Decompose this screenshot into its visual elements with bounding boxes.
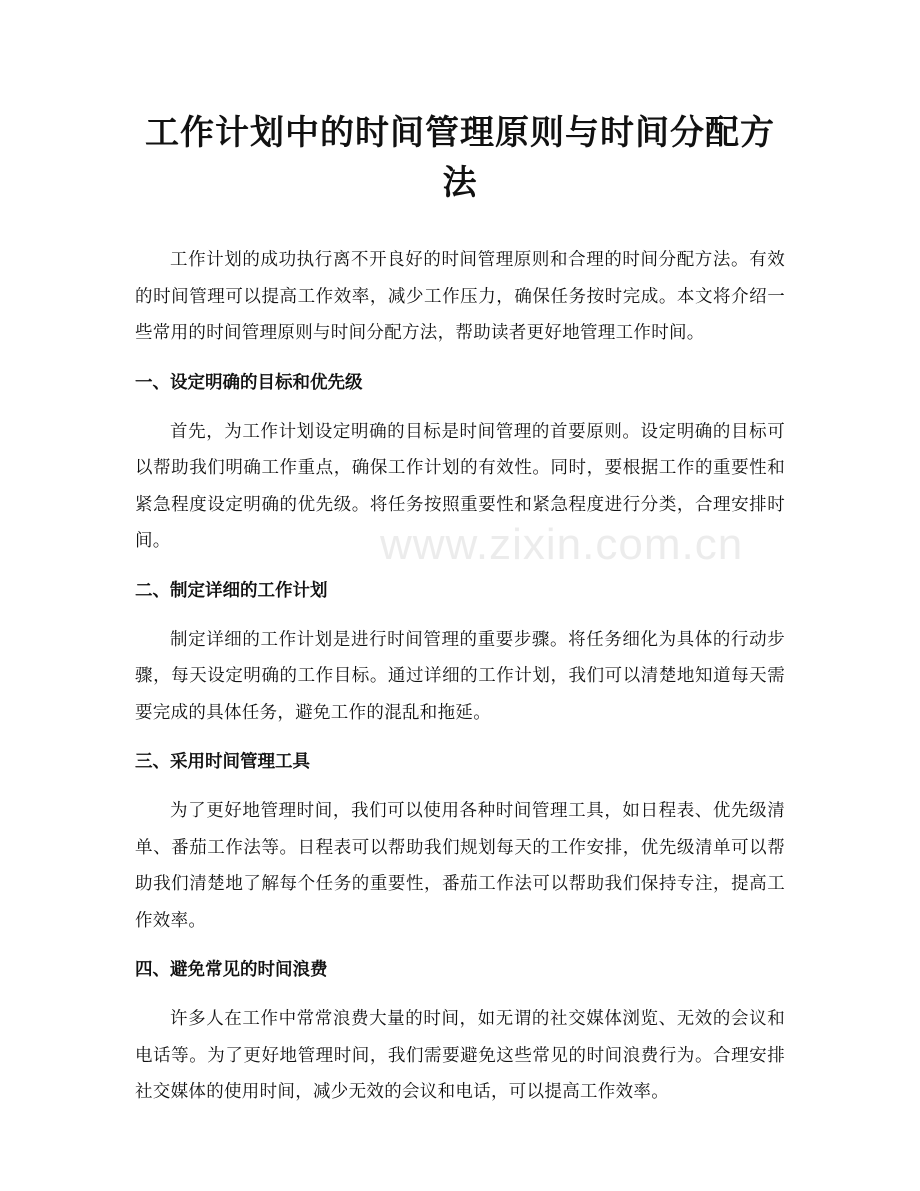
document-title: 工作计划中的时间管理原则与时间分配方法 bbox=[145, 113, 775, 203]
section-body: 为了更好地管理时间，我们可以使用各种时间管理工具，如日程表、优先级清单、番茄工作法等。日程表可以帮助我们规划每天的工作安排，优先级清单可以帮助我们清楚地了解每个任务的重要性，番茄工作法可以帮助我们保持专注，提高工作效率。 bbox=[135, 801, 785, 931]
section-body: 首先，为工作计划设定明确的目标是时间管理的首要原则。设定明确的目标可以帮助我们明确工作重点，确保工作计划的有效性。同时，要根据工作的重要性和紧急程度设定明确的优先级。将任务按照重要性和紧急程度进行分类，合理安排时间。 bbox=[135, 421, 785, 551]
watermark: www.zixin.com.cn bbox=[380, 520, 744, 569]
section-heading: 三、采用时间管理工具 bbox=[135, 752, 310, 772]
intro-paragraph: 工作计划的成功执行离不开良好的时间管理原则和合理的时间分配方法。有效的时间管理可以提高工作效率，减少工作压力，确保任务按时完成。本文将介绍一些常用的时间管理原则与时间分配方法，帮助读者更好地管理工作时间。 bbox=[135, 250, 785, 343]
document-page bbox=[135, 108, 785, 1111]
section-heading: 四、避免常见的时间浪费 bbox=[135, 960, 328, 980]
section-body: 许多人在工作中常常浪费大量的时间，如无谓的社交媒体浏览、无效的会议和电话等。为了更好地管理时间，我们需要避免这些常见的时间浪费行为。合理安排社交媒体的使用时间，减少无效的会议和电话，可以提高工作效率。 bbox=[135, 1009, 785, 1102]
section-heading: 一、设定明确的目标和优先级 bbox=[135, 372, 363, 393]
section-heading: 二、制定详细的工作计划 bbox=[135, 580, 328, 601]
section-body: 制定详细的工作计划是进行时间管理的重要步骤。将任务细化为具体的行动步骤，每天设定明确的工作目标。通过详细的工作计划，我们可以清楚地知道每天需要完成的具体任务，避免工作的混乱和拖延。 bbox=[135, 629, 785, 723]
